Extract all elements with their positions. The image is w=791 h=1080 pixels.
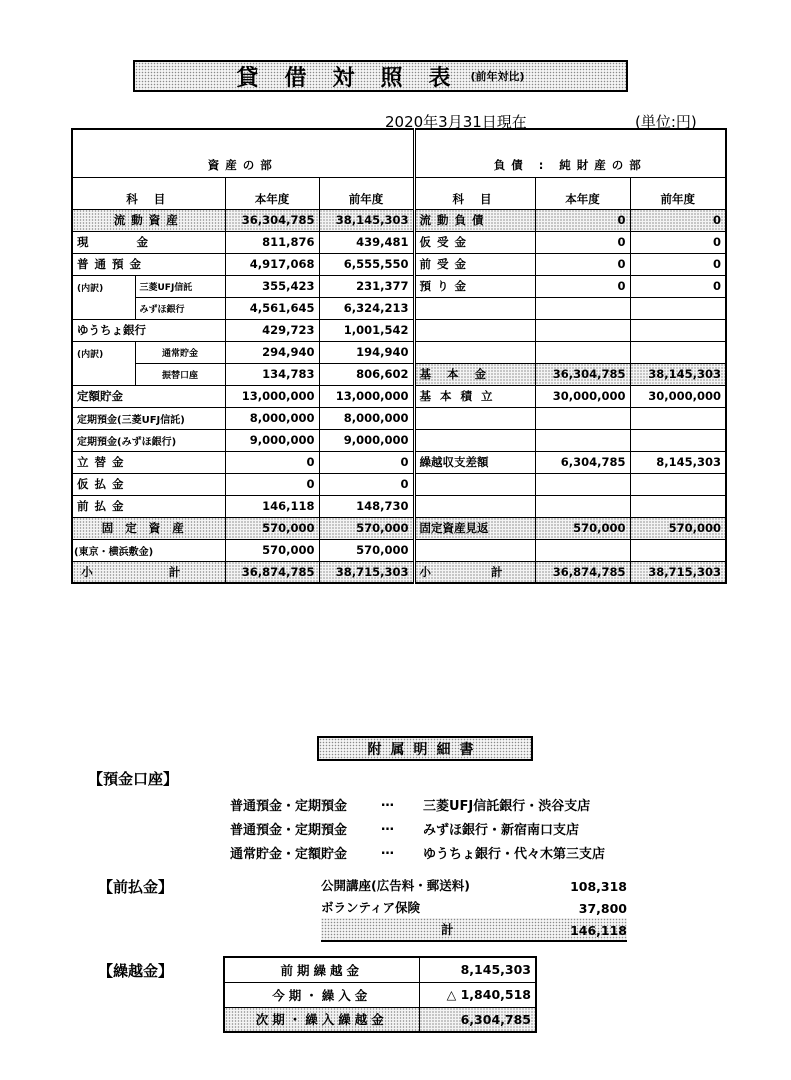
liab-label: 預り金 <box>414 275 535 297</box>
asset-prior: 570,000 <box>319 517 414 539</box>
table-row <box>72 385 726 407</box>
asset-current: 570,000 <box>225 539 319 561</box>
table-row <box>72 407 726 429</box>
liab-item-header: 科 目 <box>414 177 535 209</box>
assets-section-header: 資産の部 <box>72 129 414 177</box>
asset-label: 現 金 <box>72 231 225 253</box>
prepaid-total-value: 146,118 <box>570 923 627 938</box>
asset-label: 固定資産 <box>72 517 225 539</box>
asset-subtotal-prior: 38,715,303 <box>319 561 414 583</box>
liab-current <box>535 407 630 429</box>
carryover-value: △ 1,840,518 <box>419 982 536 1007</box>
asset-current: 4,561,645 <box>225 297 319 319</box>
asset-label: 普通預金 <box>72 253 225 275</box>
table-row <box>72 363 726 385</box>
table-row <box>72 517 726 539</box>
deposit-type: 普通預金・定期預金 <box>230 823 348 838</box>
asset-subtotal-current: 36,874,785 <box>225 561 319 583</box>
liab-label <box>414 429 535 451</box>
annex-title: 附属明細書 <box>317 736 533 761</box>
asset-prior: 13,000,000 <box>319 385 414 407</box>
deposit-type: 通常貯金・定額貯金 <box>230 847 348 862</box>
asset-current: 13,000,000 <box>225 385 319 407</box>
assets-current-header: 本年度 <box>225 177 319 209</box>
carryover-heading: 【繰越金】 <box>98 962 174 980</box>
liab-label: 基本積立 <box>414 385 535 407</box>
liab-prior: 38,145,303 <box>630 363 726 385</box>
liab-prior <box>630 495 726 517</box>
unit-label: (単位:円) <box>635 113 697 131</box>
prepaid-total-label: 計 <box>441 922 454 937</box>
asset-sub-label: 通常貯金 <box>135 341 225 363</box>
asset-label: (東京・横浜敷金) <box>72 539 225 561</box>
carryover-value: 8,145,303 <box>419 957 536 982</box>
liab-prior <box>630 319 726 341</box>
asset-prior: 231,377 <box>319 275 414 297</box>
deposit-row <box>0 795 791 815</box>
liab-prior: 0 <box>630 253 726 275</box>
liab-prior: 0 <box>630 209 726 231</box>
liab-label: 繰越収支差額 <box>414 451 535 473</box>
liabilities-section-header: 負債 : 純財産の部 <box>414 129 726 177</box>
liab-label: 固定資産見返 <box>414 517 535 539</box>
liab-prior <box>630 297 726 319</box>
balance-sheet-table <box>71 128 727 584</box>
prepaid-label: 公開講座(広告料・郵送料) <box>321 878 470 893</box>
liab-label <box>414 341 535 363</box>
asset-current: 429,723 <box>225 319 319 341</box>
asset-prior: 9,000,000 <box>319 429 414 451</box>
table-row <box>72 341 726 363</box>
asset-current: 0 <box>225 473 319 495</box>
asset-current: 355,423 <box>225 275 319 297</box>
table-row <box>72 297 726 319</box>
asset-prior: 0 <box>319 473 414 495</box>
liab-prior <box>630 473 726 495</box>
prepaid-heading: 【前払金】 <box>98 878 174 896</box>
asset-current: 570,000 <box>225 517 319 539</box>
breakdown-label: (内訳) <box>72 275 135 319</box>
asset-label: 仮払金 <box>72 473 225 495</box>
prepaid-value: 37,800 <box>578 901 627 916</box>
asset-label: 流動資産 <box>72 209 225 231</box>
table-row <box>72 473 726 495</box>
table-row <box>72 253 726 275</box>
liab-label: 基本金 <box>414 363 535 385</box>
asset-prior: 806,602 <box>319 363 414 385</box>
asset-sub-label: 振替口座 <box>135 363 225 385</box>
liab-label: 流動負債 <box>414 209 535 231</box>
asset-current: 811,876 <box>225 231 319 253</box>
asset-current: 146,118 <box>225 495 319 517</box>
asset-sub-label: 三菱UFJ信託 <box>135 275 225 297</box>
liab-current: 0 <box>535 253 630 275</box>
assets-prior-header: 前年度 <box>319 177 414 209</box>
liab-current <box>535 319 630 341</box>
liab-current: 570,000 <box>535 517 630 539</box>
liab-prior: 8,145,303 <box>630 451 726 473</box>
asset-label: 定額貯金 <box>72 385 225 407</box>
asset-current: 134,783 <box>225 363 319 385</box>
deposit-bank: みずほ銀行・新宿南口支店 <box>423 823 580 838</box>
prepaid-row <box>321 896 627 919</box>
asset-label: 定期預金(みずほ銀行) <box>72 429 225 451</box>
asset-label: 定期預金(三菱UFJ信託) <box>72 407 225 429</box>
liab-prior: 0 <box>630 275 726 297</box>
liab-label <box>414 407 535 429</box>
document-title: 貸借対照表 <box>236 65 477 91</box>
liab-current: 0 <box>535 275 630 297</box>
carryover-label: 前期繰越金 <box>224 957 419 982</box>
liab-label <box>414 297 535 319</box>
table-row <box>72 495 726 517</box>
prepaid-row <box>321 874 627 896</box>
liab-prior <box>630 341 726 363</box>
table-row <box>72 429 726 451</box>
deposit-bank: 三菱UFJ信託銀行・渋谷支店 <box>423 799 591 814</box>
asset-label: 立替金 <box>72 451 225 473</box>
table-row <box>72 319 726 341</box>
carryover-value: 6,304,785 <box>419 1007 536 1032</box>
liab-current <box>535 495 630 517</box>
liab-current: 0 <box>535 209 630 231</box>
liab-prior <box>630 429 726 451</box>
asset-prior: 148,730 <box>319 495 414 517</box>
deposit-bank: ゆうちょ銀行・代々木第三支店 <box>423 847 606 862</box>
deposit-row <box>0 819 791 839</box>
liab-subtotal-current: 36,874,785 <box>535 561 630 583</box>
deposit-separator: … <box>381 843 394 858</box>
liab-prior: 570,000 <box>630 517 726 539</box>
deposit-row <box>0 843 791 863</box>
liab-prior: 0 <box>630 231 726 253</box>
carryover-label: 次期・繰入繰越金 <box>224 1007 419 1032</box>
deposit-accounts-heading: 【預金口座】 <box>88 770 179 788</box>
liab-prior <box>630 539 726 561</box>
subtotal-row <box>72 561 726 583</box>
liab-prior-header: 前年度 <box>630 177 726 209</box>
asset-prior: 570,000 <box>319 539 414 561</box>
asset-sub-label: みずほ銀行 <box>135 297 225 319</box>
liab-subtotal-label: 小 計 <box>414 561 535 583</box>
asset-prior: 439,481 <box>319 231 414 253</box>
breakdown-label: (内訳) <box>72 341 135 385</box>
asset-prior: 194,940 <box>319 341 414 363</box>
asset-prior: 8,000,000 <box>319 407 414 429</box>
liab-label: 前受金 <box>414 253 535 275</box>
table-row <box>224 1007 536 1032</box>
asset-prior: 6,555,550 <box>319 253 414 275</box>
liab-current: 0 <box>535 231 630 253</box>
asset-current: 8,000,000 <box>225 407 319 429</box>
table-row <box>72 451 726 473</box>
liab-label <box>414 319 535 341</box>
liab-current <box>535 539 630 561</box>
liab-prior: 30,000,000 <box>630 385 726 407</box>
liab-label <box>414 473 535 495</box>
liab-current <box>535 297 630 319</box>
document-title-note: (前年対比) <box>470 70 525 83</box>
asset-current: 9,000,000 <box>225 429 319 451</box>
table-row <box>224 982 536 1007</box>
deposit-separator: … <box>381 819 394 834</box>
prepaid-total-row <box>321 918 627 942</box>
asset-current: 294,940 <box>225 341 319 363</box>
liab-current: 30,000,000 <box>535 385 630 407</box>
prepaid-value: 108,318 <box>570 879 627 894</box>
asset-current: 36,304,785 <box>225 209 319 231</box>
liab-current <box>535 473 630 495</box>
liab-prior <box>630 407 726 429</box>
asset-prior: 38,145,303 <box>319 209 414 231</box>
asset-current: 0 <box>225 451 319 473</box>
liab-current-header: 本年度 <box>535 177 630 209</box>
asset-current: 4,917,068 <box>225 253 319 275</box>
assets-item-header: 科 目 <box>72 177 225 209</box>
liab-label <box>414 539 535 561</box>
asset-subtotal-label: 小 計 <box>72 561 225 583</box>
deposit-separator: … <box>381 795 394 810</box>
asset-label: 前払金 <box>72 495 225 517</box>
table-row <box>72 231 726 253</box>
asset-prior: 0 <box>319 451 414 473</box>
liab-current <box>535 429 630 451</box>
asset-prior: 6,324,213 <box>319 297 414 319</box>
document-title-box <box>133 60 628 92</box>
table-row <box>224 957 536 982</box>
liab-current <box>535 341 630 363</box>
table-row <box>72 539 726 561</box>
carryover-table <box>223 956 537 1033</box>
liab-label: 仮受金 <box>414 231 535 253</box>
liab-label <box>414 495 535 517</box>
deposit-type: 普通預金・定期預金 <box>230 799 348 814</box>
liab-current: 36,304,785 <box>535 363 630 385</box>
table-row <box>72 209 726 231</box>
carryover-label: 今期・繰入金 <box>224 982 419 1007</box>
prepaid-label: ボランティア保険 <box>321 900 421 915</box>
liab-subtotal-prior: 38,715,303 <box>630 561 726 583</box>
asset-label: ゆうちょ銀行 <box>72 319 225 341</box>
report-date: 2020年3月31日現在 <box>385 113 527 131</box>
asset-prior: 1,001,542 <box>319 319 414 341</box>
table-row <box>72 275 726 297</box>
liab-current: 6,304,785 <box>535 451 630 473</box>
